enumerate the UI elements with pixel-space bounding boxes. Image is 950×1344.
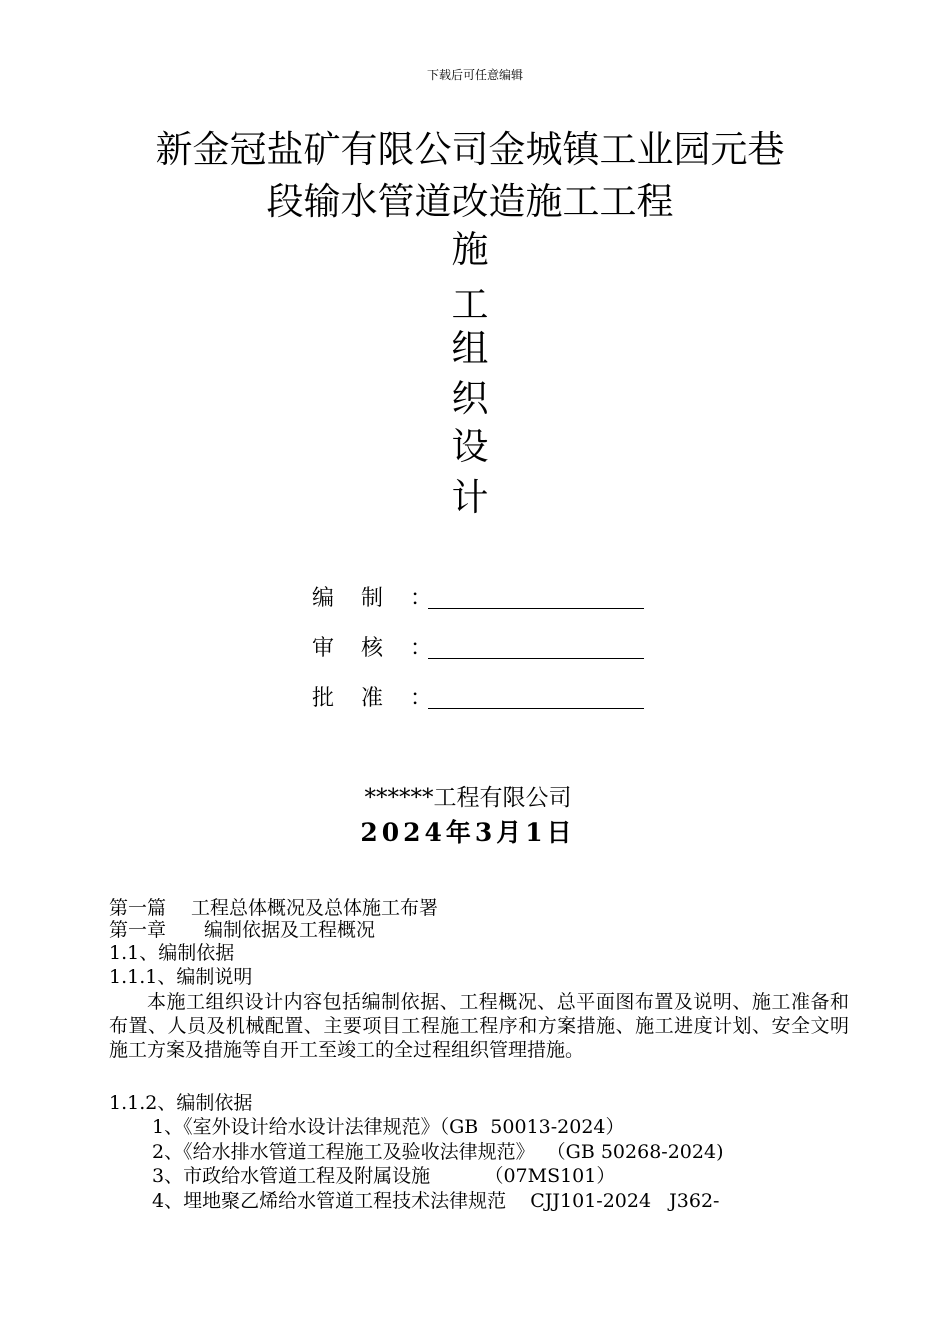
title-line-2: 段输水管道改造施工工程: [266, 180, 674, 223]
reference-item: 2、《给水排水管道工程施工及验收法律规范》 （GB 50268-2024): [152, 1141, 724, 1163]
section-heading-1-1-1: 1.1.1、编制说明: [109, 966, 253, 988]
vertical-title-char: 织: [451, 377, 489, 420]
company-name: ******工程有限公司: [364, 785, 572, 811]
signature-line-compile: [428, 594, 644, 609]
vertical-title-char: 计: [451, 476, 489, 519]
signature-line-review: [428, 644, 644, 659]
vertical-title-char: 工: [451, 283, 489, 326]
description-paragraph: 本施工组织设计内容包括编制依据、工程概况、总平面图布置及说明、施工准备和布置、人员及机械配置、主要项目工程施工程序和方案措施、施工进度计划、安全文明施工方案及措施等自开工至竣工的全过程组织管理措施。: [109, 991, 849, 1061]
header-note: 下载后可任意编辑: [426, 68, 523, 82]
reference-item: 1、《室外设计给水设计法律规范》（GB 50013-2024）: [152, 1116, 625, 1138]
title-line-1: 新金冠盐矿有限公司金城镇工业园元巷: [155, 128, 785, 171]
signature-label-compile: 编 制 ：: [312, 586, 442, 611]
reference-item: 4、埋地聚乙烯给水管道工程技术法律规范 CJJ101-2024 J362-: [152, 1190, 720, 1212]
signature-label-approve: 批 准 ：: [312, 686, 442, 711]
chapter-heading: 第一章 编制依据及工程概况: [109, 919, 376, 941]
reference-item: 3、市政给水管道工程及附属设施 （07MS101）: [152, 1165, 616, 1187]
signature-line-approve: [428, 694, 644, 709]
section-heading-1-1: 1.1、编制依据: [109, 942, 235, 964]
vertical-title-char: 设: [451, 425, 489, 468]
signature-label-review: 审 核 ：: [312, 636, 442, 661]
section-heading-1-1-2: 1.1.2、编制依据: [109, 1092, 253, 1114]
part-heading: 第一篇 工程总体概况及总体施工布署: [109, 897, 439, 919]
vertical-title-char: 组: [451, 327, 489, 370]
document-date: 2024年3月1日: [360, 818, 576, 847]
vertical-title-char: 施: [451, 228, 489, 271]
